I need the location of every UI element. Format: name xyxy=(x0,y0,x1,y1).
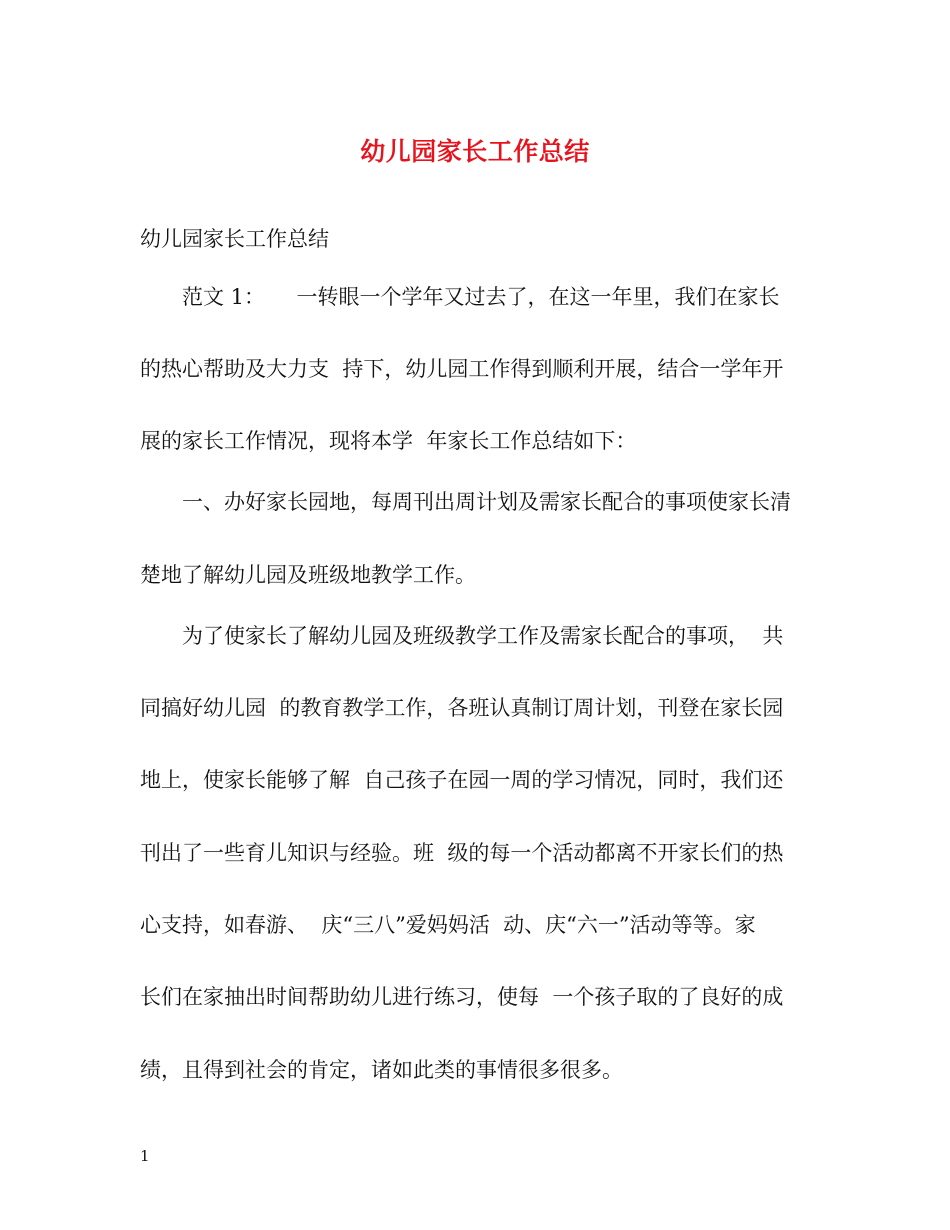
page-number: 1 xyxy=(140,1147,150,1165)
paragraph-line-10: 心支持，如春游、 庆“三八”爱妈妈活 动、庆“六一”活动等等。家 xyxy=(140,913,756,937)
paragraph-line-11: 长们在家抽出时间帮助幼儿进行练习，使每 一个孩子取的了良好的成 xyxy=(140,985,784,1009)
paragraph-line-2: 的热心帮助及大力支 持下，幼儿园工作得到顺利开展，结合一学年开 xyxy=(140,357,784,381)
paragraph-line-12: 绩，且得到社会的肯定，诸如此类的事情很多很多。 xyxy=(140,1058,623,1082)
paragraph-line-6: 为了使家长了解幼儿园及班级教学工作及需家长配合的事项， 共 xyxy=(182,624,784,648)
paragraph-line-4: 一、办好家长园地，每周刊出周计划及需家长配合的事项使家长清 xyxy=(182,490,791,514)
paragraph-line-7: 同搞好幼儿园 的教育教学工作，各班认真制订周计划，刊登在家长园 xyxy=(140,696,784,720)
document-subtitle: 幼儿园家长工作总结 xyxy=(140,227,329,251)
paragraph-line-8: 地上，使家长能够了解 自己孩子在园一周的学习情况，同时，我们还 xyxy=(140,768,784,792)
document-title: 幼儿园家长工作总结 xyxy=(360,137,590,166)
paragraph-line-1: 范文 1： 一转眼一个学年又过去了，在这一年里，我们在家长 xyxy=(182,285,780,309)
paragraph-line-5: 楚地了解幼儿园及班级地教学工作。 xyxy=(140,563,476,587)
paragraph-line-9: 刊出了一些育儿知识与经验。班 级的每一个活动都离不开家长们的热 xyxy=(140,841,784,865)
paragraph-line-3: 展的家长工作情况，现将本学 年家长工作总结如下： xyxy=(140,429,637,453)
